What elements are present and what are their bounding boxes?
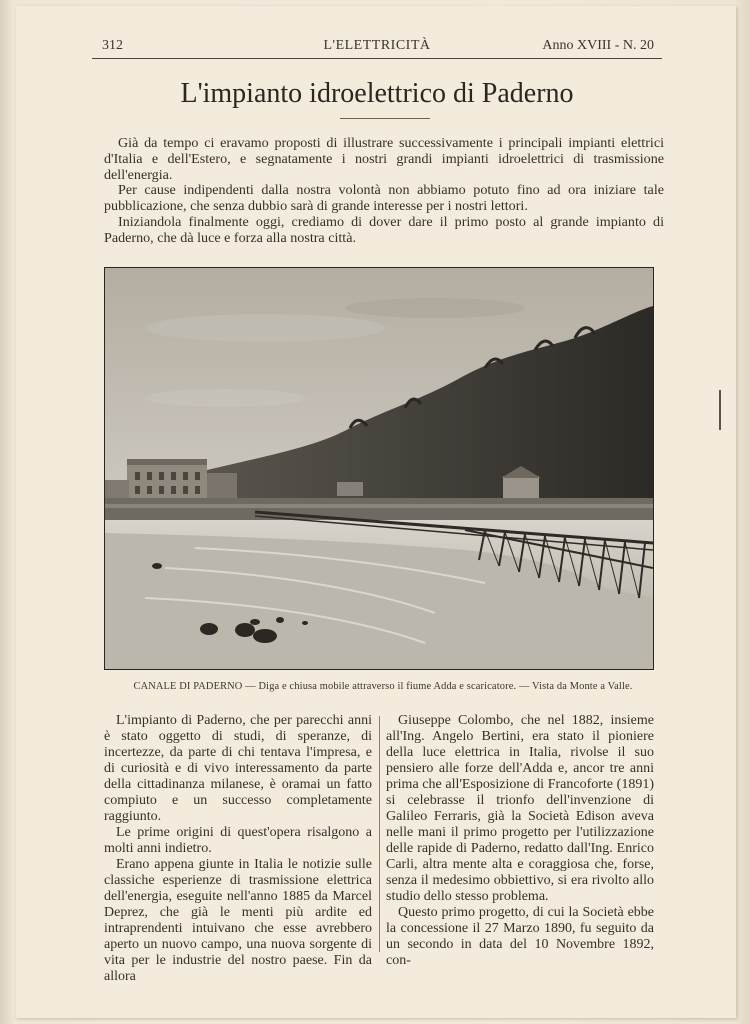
- intro-paragraph: Già da tempo ci eravamo proposti di illustrare successivamente i principali impianti elettrici d'Italia e dell'Estero, e segnatamente i nostri grandi impianti idroelettrici di trasmissione dell'energia.: [104, 135, 664, 183]
- body-paragraph: Giuseppe Colombo, che nel 1882, insieme all'Ing. Angelo Bertini, era stato il pioniere della luce elettrica in Italia, rivolse il suo pensiero alle forze dell'Adda e, ancor tre anni prima che all'Esposizione di Francoforte (1891) si celebrasse il trionfo dell'invenzione di Galileo Ferraris, già la Società Edison aveva nelle mani il primo progetto per l'utilizzazione delle rapide di Paderno, redatto dall'Ing. Enrico Carli, altra mente alta e coraggiosa che, forse, senza il medesimo obbiettivo, si era rivolto allo studio dello stesso problema.: [386, 713, 654, 904]
- body-paragraph: Le prime origini di quest'opera risalgono a molti anni indietro.: [104, 825, 372, 856]
- building-left: [127, 463, 207, 501]
- body-paragraph: L'impianto di Paderno, che per parecchi anni è stato oggetto di studi, di speranze, di incertezze, da parte di chi tentava l'impresa, e di curiosità e di vivo interessamento da parte della cittadinanza milanese, è oramai un fatto compiuto e un successo completamente raggiunto.: [104, 713, 372, 824]
- right-text-column: [386, 713, 654, 969]
- left-text-column: [104, 713, 372, 985]
- column-divider: [379, 716, 380, 952]
- building-right: [503, 476, 539, 498]
- body-paragraph: Questo primo progetto, di cui la Società ebbe la concessione il 27 Marzo 1890, fu seguito da un secondo in data del 10 Novembre 1892, con-: [386, 905, 654, 968]
- running-header: [92, 38, 662, 59]
- title-rule: [340, 118, 430, 119]
- journal-title: L'ELETTRICITÀ: [323, 38, 431, 53]
- intro-paragraph: Per cause indipendenti dalla nostra volontà non abbiamo potuto fino ad ora iniziare tale pubblicazione, che senza dubbio sarà di grande interesse per i nostri lettori.: [104, 182, 664, 215]
- figure-caption: CANALE DI PADERNO — Diga e chiusa mobile attraverso il fiume Adda e scaricatore. — Vista da Monte a Valle.: [133, 681, 633, 692]
- intro-paragraph: Iniziandola finalmente oggi, crediamo di dover dare il primo posto al grande impianto di Paderno, che dà luce e forza alla nostra città.: [104, 213, 664, 246]
- dam-photograph: [104, 267, 654, 670]
- binding-mark: [719, 390, 721, 430]
- page-number: 312: [102, 38, 123, 53]
- intro-text: [104, 136, 664, 247]
- issue-number: Anno XVIII - N. 20: [542, 38, 654, 53]
- body-paragraph: Erano appena giunte in Italia le notizie sulle classiche esperienze di trasmissione elettrica dell'energia, eseguite nell'anno 1885 da Marcel Deprez, che già le menti più ardite ed intraprendenti intuivano che esse avrebbero aperto un nuovo campo, una nuova sorgente di vita per le industrie del nostro paese. Fin da allora: [104, 857, 372, 984]
- article-title: L'impianto idroelettrico di Paderno: [180, 78, 574, 109]
